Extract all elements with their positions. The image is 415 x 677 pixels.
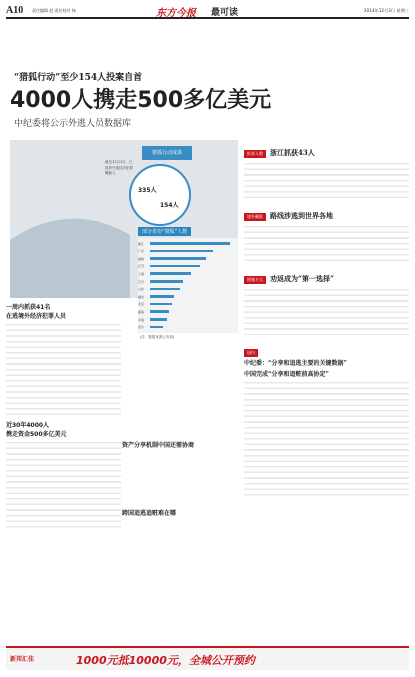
bottom-advertisement[interactable]: [6, 646, 409, 670]
tag-1: 抓获人数: [244, 150, 266, 158]
caught-label: 猎狐行动成果: [142, 146, 192, 160]
bar: [150, 280, 183, 283]
bar-label: 上海: [138, 271, 145, 276]
bar-chart-title: 部分省份“猎狐”人数: [138, 227, 191, 236]
bar: [150, 303, 172, 306]
section2-title: 资产分享机制中国还需协商: [122, 442, 195, 449]
issue-date: 2014年12月3日 星期三: [363, 8, 409, 13]
newspaper-logo: 东方今报: [156, 8, 196, 19]
ad-text: 1000元抵10000元，全城公开预约: [76, 654, 255, 667]
bar: [150, 310, 169, 313]
article-title-5: 跨国追逃追赃难在哪: [122, 510, 177, 517]
head-2: 路线涉逃到世界各地: [270, 211, 333, 220]
bar: [150, 265, 200, 268]
infographic-intro: 截至12月1日，已抓获外逃经济犯罪嫌疑人: [105, 160, 133, 176]
subhead: 中纪委将公示外逃人员数据库: [14, 119, 132, 129]
article-title-1: 一周内抓获41名: [6, 304, 51, 311]
num-total: 335人: [138, 187, 157, 194]
head-4: 中纪委：“分享和追逃主要的关键数据”: [244, 360, 347, 367]
bar-label: 浙江: [138, 241, 145, 246]
bar-label: 四川: [138, 325, 145, 330]
body-2: [244, 222, 409, 262]
bar-label: 辽宁: [138, 279, 145, 284]
bar: [150, 250, 213, 253]
article-body-1: [6, 320, 121, 415]
head-1: 浙江抓获43人: [270, 148, 315, 157]
bar: [150, 257, 206, 260]
bar-chart: [138, 238, 238, 333]
bar-label: 山东: [138, 287, 145, 292]
editor-meta: 责任编辑 赵 责任校对 杨: [32, 8, 76, 13]
section3-title: 中国完成“分享和追赃前高协定”: [244, 371, 329, 378]
article-title-3: 近30年4000人: [6, 422, 50, 429]
tag-3: 措施方式: [244, 276, 266, 284]
bar: [150, 242, 230, 245]
body-1: [244, 159, 409, 199]
bar: [150, 326, 163, 329]
headline: 4000人携走500多亿美元: [10, 88, 272, 113]
section-title: 最可读: [211, 8, 239, 18]
bar: [150, 288, 180, 291]
body-4: [244, 378, 409, 498]
tag-2: 境外藏匿: [244, 213, 266, 221]
head-3: 劝返成为“第一选择”: [270, 274, 335, 283]
bar: [150, 318, 167, 321]
bar: [150, 272, 191, 275]
tag-4: 国内: [244, 349, 258, 357]
num-self: 154人: [160, 202, 179, 209]
right-column: [244, 140, 409, 498]
bar-label: 广东: [138, 249, 145, 254]
left-column: [6, 300, 121, 528]
masthead: [6, 5, 409, 19]
bar-label: 湖南: [138, 309, 145, 314]
body-3: [244, 285, 409, 335]
bar: [150, 295, 174, 298]
bar-label: 北京: [138, 302, 145, 307]
bar-label: 湖北: [138, 294, 145, 299]
article-title-2: 在逃境外经济犯罪人员: [6, 313, 67, 320]
chart-note: (注：数据来源公安部): [140, 335, 175, 339]
ad-logo: 新邦汇佳: [10, 656, 35, 663]
bar-label: 河南: [138, 317, 145, 322]
bar-label: 福建: [138, 256, 145, 261]
kicker: “猎狐行动”至少154人投案自首: [14, 73, 143, 83]
bar-label: 江苏: [138, 264, 145, 269]
article-body-2: [6, 438, 121, 528]
page-number: A10: [6, 5, 24, 16]
article-title-4: 携走资金500多亿美元: [6, 431, 67, 438]
